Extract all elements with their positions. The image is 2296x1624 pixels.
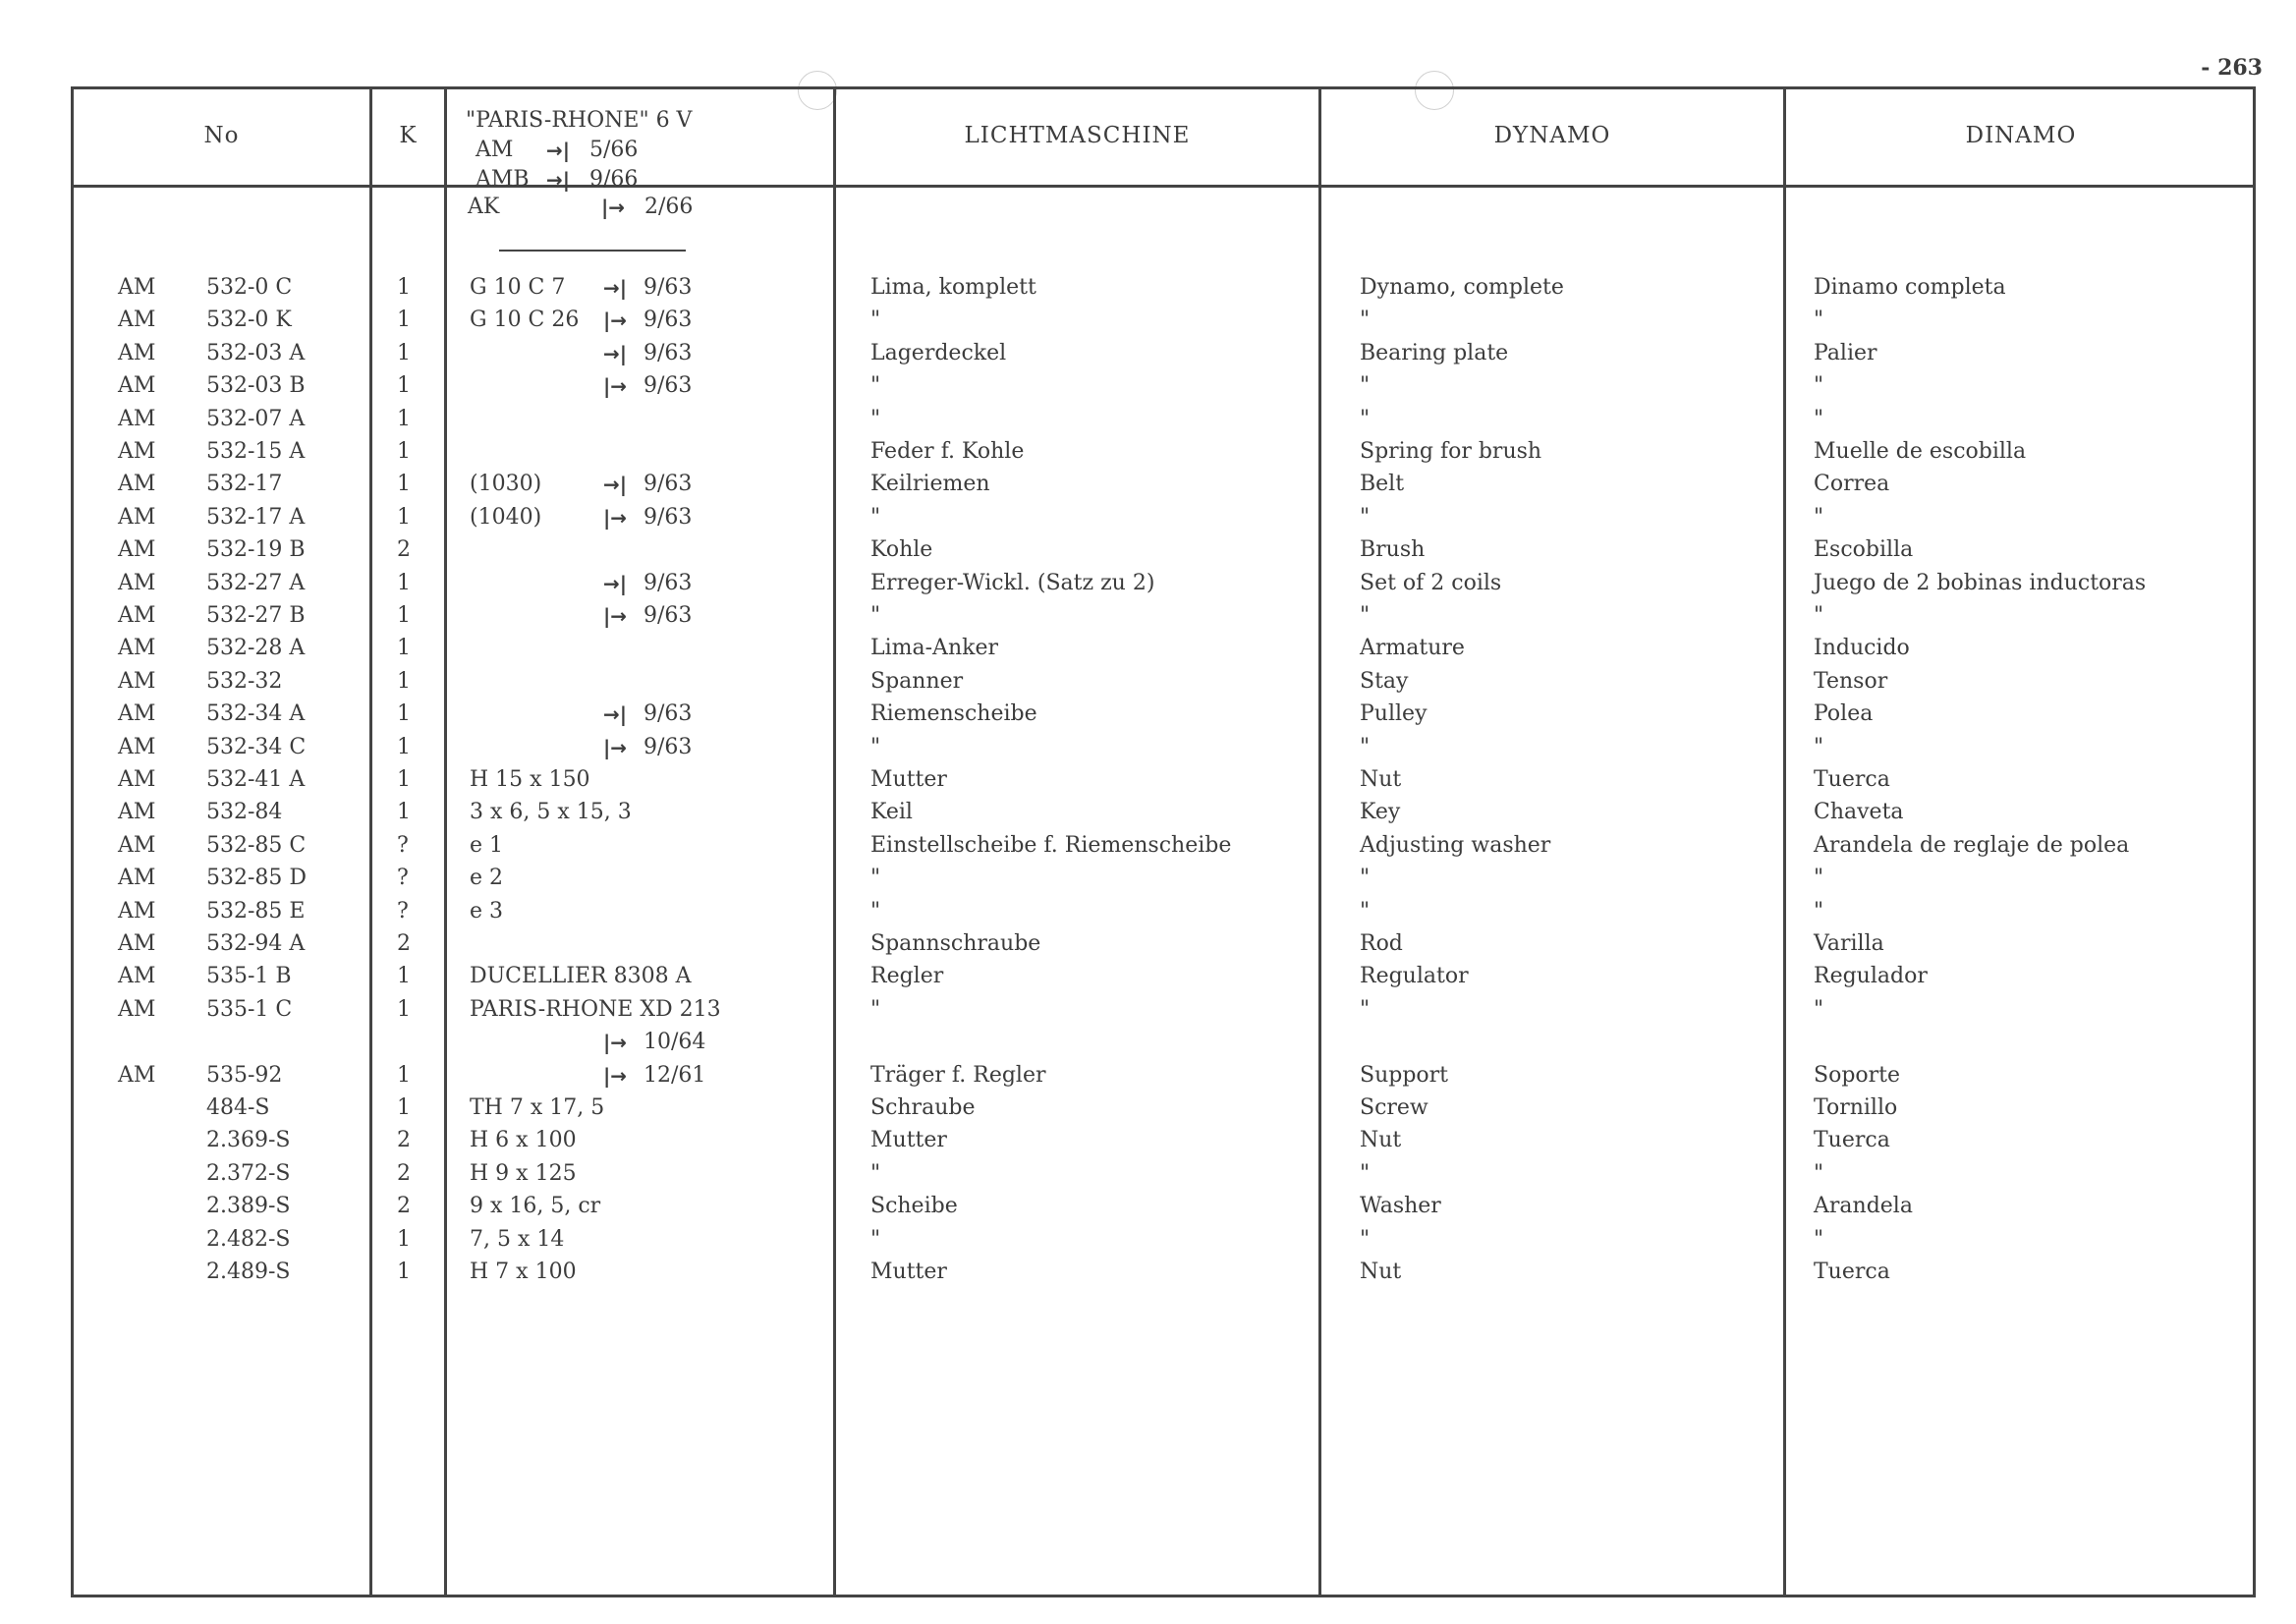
row-part-number: 532-28 A <box>206 636 306 661</box>
row-prefix: AM <box>118 472 156 497</box>
row-english: Belt <box>1360 472 1405 497</box>
row-quantity: 1 <box>397 1260 411 1284</box>
row-english: Support <box>1360 1062 1449 1088</box>
row-english: Key <box>1360 800 1401 825</box>
row-reference: G 10 C 26 <box>470 308 580 333</box>
row-quantity: 2 <box>397 537 411 563</box>
row-english: Screw <box>1360 1095 1428 1120</box>
arrow-icon: →| <box>603 571 628 595</box>
row-german: Keil <box>870 800 913 825</box>
row-reference: (1030) <box>470 472 542 497</box>
row-quantity: 1 <box>397 964 411 989</box>
row-prefix: AM <box>118 570 156 595</box>
row-spanish: Regulador <box>1814 964 1928 989</box>
row-spanish: Inducido <box>1814 636 1910 661</box>
row-part-number: 532-85 C <box>206 832 307 858</box>
row-english: " <box>1360 373 1371 399</box>
row-date: 9/63 <box>644 340 693 365</box>
row-quantity: 1 <box>397 472 411 497</box>
row-prefix: AM <box>118 964 156 989</box>
row-german: Spannschraube <box>870 931 1041 956</box>
row-german: Keilriemen <box>870 472 990 497</box>
arrow-icon: |→ <box>603 308 628 333</box>
row-quantity: 1 <box>397 767 411 792</box>
row-date: 9/63 <box>644 275 693 300</box>
row-english: Bearing plate <box>1360 340 1509 365</box>
row-part-number: 535-1 B <box>206 964 292 989</box>
row-quantity: 1 <box>397 275 411 300</box>
row-german: Lagerdeckel <box>870 340 1007 365</box>
model-row <box>466 136 829 165</box>
row-prefix: AM <box>118 767 156 792</box>
row-quantity: 2 <box>397 931 411 956</box>
row-part-number: 2.489-S <box>206 1260 291 1284</box>
row-quantity: 1 <box>397 800 411 825</box>
row-prefix: AM <box>118 439 156 464</box>
row-reference: H 9 x 125 <box>470 1160 577 1186</box>
header-english: DYNAMO <box>1493 123 1611 148</box>
row-quantity: 1 <box>397 701 411 727</box>
row-part-number: 532-41 A <box>206 767 306 792</box>
row-date: 9/63 <box>644 701 693 727</box>
row-prefix: AM <box>118 603 156 628</box>
row-part-number: 532-27 B <box>206 603 306 628</box>
row-german: Schraube <box>870 1095 976 1120</box>
row-german: " <box>870 1226 881 1252</box>
row-german: Mutter <box>870 767 947 792</box>
row-german: " <box>870 603 881 628</box>
row-part-number: 532-17 <box>206 472 283 497</box>
row-quantity: 1 <box>397 406 411 431</box>
header-k: K <box>399 123 418 148</box>
row-quantity: ? <box>397 832 409 858</box>
header-models <box>466 106 829 195</box>
row-date: 9/63 <box>644 570 693 595</box>
row-english: " <box>1360 603 1371 628</box>
arrow-icon: |→ <box>603 604 628 628</box>
row-prefix: AM <box>118 832 156 858</box>
row-english: " <box>1360 866 1371 891</box>
row-quantity: 1 <box>397 603 411 628</box>
row-spanish: " <box>1814 996 1824 1022</box>
row-english: Brush <box>1360 537 1426 563</box>
row-part-number: 532-0 C <box>206 275 293 300</box>
row-english: Stay <box>1360 668 1409 694</box>
model-label: AMB <box>476 167 530 192</box>
model-date: 9/66 <box>589 167 639 192</box>
row-part-number: 532-0 K <box>206 308 292 333</box>
row-part-number: 2.369-S <box>206 1128 291 1153</box>
row-german: Lima-Anker <box>870 636 998 661</box>
arrow-icon: →| <box>603 341 628 365</box>
row-date: 9/63 <box>644 504 693 530</box>
row-quantity: 2 <box>397 1128 411 1153</box>
row-reference: H 15 x 150 <box>470 767 590 792</box>
row-quantity: 1 <box>397 570 411 595</box>
row-date: 9/63 <box>644 373 693 399</box>
row-spanish: Soporte <box>1814 1062 1901 1088</box>
row-prefix: AM <box>118 504 156 530</box>
row-prefix: AM <box>118 898 156 924</box>
row-part-number: 532-15 A <box>206 439 306 464</box>
arrow-icon: |→ <box>603 735 628 759</box>
row-spanish: " <box>1814 373 1824 399</box>
model-label: AK <box>468 195 500 219</box>
row-reference: e 1 <box>470 832 504 858</box>
arrow-icon: →| <box>603 473 628 497</box>
row-part-number: 532-03 B <box>206 373 306 399</box>
row-part-number: 532-17 A <box>206 504 306 530</box>
row-spanish: Tornillo <box>1814 1095 1898 1120</box>
row-german: " <box>870 1160 881 1186</box>
row-quantity: 1 <box>397 636 411 661</box>
row-german: Feder f. Kohle <box>870 439 1025 464</box>
row-quantity: ? <box>397 866 409 891</box>
model-ak-row <box>468 195 693 219</box>
row-german: " <box>870 866 881 891</box>
row-spanish: Tuerca <box>1814 1128 1890 1153</box>
row-spanish: Tuerca <box>1814 1260 1890 1284</box>
arrow-icon: →| <box>546 168 571 192</box>
row-prefix: AM <box>118 668 156 694</box>
row-reference: 7, 5 x 14 <box>470 1226 565 1252</box>
row-reference: (1040) <box>470 504 542 530</box>
header-german: LICHTMASCHINE <box>964 123 1191 148</box>
row-english: Washer <box>1360 1194 1441 1219</box>
row-part-number: 532-84 <box>206 800 283 825</box>
row-german: Regler <box>870 964 944 989</box>
row-spanish: Arandela <box>1814 1194 1913 1219</box>
row-reference: PARIS-RHONE XD 213 <box>470 996 721 1022</box>
row-prefix: AM <box>118 373 156 399</box>
row-german: Scheibe <box>870 1194 958 1219</box>
row-german: " <box>870 504 881 530</box>
column-divider <box>369 86 372 1597</box>
row-german: Mutter <box>870 1260 947 1284</box>
row-part-number: 532-03 A <box>206 340 306 365</box>
row-english: Dynamo, complete <box>1360 275 1564 300</box>
row-quantity: 1 <box>397 1062 411 1088</box>
row-part-number: 2.372-S <box>206 1160 291 1186</box>
row-german: Einstellscheibe f. Riemenscheibe <box>870 832 1232 858</box>
row-spanish: " <box>1814 898 1824 924</box>
row-quantity: 1 <box>397 668 411 694</box>
row-spanish: Tensor <box>1814 668 1888 694</box>
row-quantity: 1 <box>397 373 411 399</box>
arrow-icon: →| <box>603 702 628 727</box>
row-english: Nut <box>1360 767 1402 792</box>
row-reference: H 6 x 100 <box>470 1128 577 1153</box>
row-prefix: AM <box>118 734 156 759</box>
row-reference: G 10 C 7 <box>470 275 566 300</box>
arrow-icon: →| <box>546 139 571 162</box>
row-quantity: 1 <box>397 308 411 333</box>
row-part-number: 532-34 A <box>206 701 306 727</box>
row-date: 9/63 <box>644 472 693 497</box>
row-english: " <box>1360 1226 1371 1252</box>
row-prefix: AM <box>118 308 156 333</box>
row-german: Lima, komplett <box>870 275 1036 300</box>
row-part-number: 2.482-S <box>206 1226 291 1252</box>
arrow-icon: |→ <box>603 1031 628 1055</box>
row-prefix: AM <box>118 537 156 563</box>
row-english: " <box>1360 1160 1371 1186</box>
model-label: AM <box>476 138 514 162</box>
row-prefix: AM <box>118 800 156 825</box>
row-english: Nut <box>1360 1128 1402 1153</box>
row-part-number: 532-07 A <box>206 406 306 431</box>
row-prefix: AM <box>118 996 156 1022</box>
row-prefix: AM <box>118 866 156 891</box>
row-quantity: 1 <box>397 1226 411 1252</box>
column-divider <box>444 86 447 1597</box>
row-english: Nut <box>1360 1260 1402 1284</box>
column-divider <box>1783 86 1786 1597</box>
row-reference: 3 x 6, 5 x 15, 3 <box>470 800 632 825</box>
row-quantity: 1 <box>397 340 411 365</box>
column-divider <box>1318 86 1321 1597</box>
row-date: 10/64 <box>644 1030 706 1055</box>
row-part-number: 2.389-S <box>206 1194 291 1219</box>
arrow-icon: |→ <box>603 1063 628 1088</box>
model-date: 2/66 <box>644 195 694 219</box>
row-german: " <box>870 406 881 431</box>
row-quantity: 1 <box>397 1095 411 1120</box>
row-reference: DUCELLIER 8308 A <box>470 964 692 989</box>
row-german: Spanner <box>870 668 964 694</box>
row-date: 9/63 <box>644 603 693 628</box>
row-quantity: 1 <box>397 439 411 464</box>
row-english: Rod <box>1360 931 1403 956</box>
model-row <box>466 165 829 195</box>
row-spanish: Varilla <box>1814 931 1884 956</box>
row-date: 12/61 <box>644 1062 706 1088</box>
row-english: " <box>1360 504 1371 530</box>
row-english: " <box>1360 308 1371 333</box>
row-english: " <box>1360 996 1371 1022</box>
row-quantity: 1 <box>397 996 411 1022</box>
row-reference: e 2 <box>470 866 504 891</box>
row-prefix: AM <box>118 275 156 300</box>
row-english: Pulley <box>1360 701 1428 727</box>
header-spanish: DINAMO <box>1965 123 2077 148</box>
row-spanish: " <box>1814 504 1824 530</box>
header-divider <box>71 185 2256 188</box>
row-english: Armature <box>1360 636 1465 661</box>
arrow-icon: |→ <box>601 195 626 219</box>
row-spanish: Escobilla <box>1814 537 1914 563</box>
arrow-icon: |→ <box>603 505 628 530</box>
row-english: Regulator <box>1360 964 1469 989</box>
page-number: - 263 <box>2201 55 2263 81</box>
row-prefix: AM <box>118 340 156 365</box>
row-prefix: AM <box>118 406 156 431</box>
row-quantity: 1 <box>397 504 411 530</box>
row-spanish: Chaveta <box>1814 800 1904 825</box>
row-part-number: 532-94 A <box>206 931 306 956</box>
row-part-number: 532-85 E <box>206 898 306 924</box>
row-reference: e 3 <box>470 898 504 924</box>
row-german: Träger f. Regler <box>870 1062 1046 1088</box>
row-spanish: Polea <box>1814 701 1874 727</box>
row-german: Erreger-Wickl. (Satz zu 2) <box>870 570 1155 595</box>
row-quantity: 1 <box>397 734 411 759</box>
models-title: "PARIS-RHONE" 6 V <box>466 108 693 133</box>
row-date: 9/63 <box>644 308 693 333</box>
model-date: 5/66 <box>589 138 639 162</box>
row-spanish: Muelle de escobilla <box>1814 439 2027 464</box>
row-german: Riemenscheibe <box>870 701 1037 727</box>
row-prefix: AM <box>118 701 156 727</box>
row-reference: 9 x 16, 5, cr <box>470 1194 601 1219</box>
row-spanish: " <box>1814 603 1824 628</box>
row-german: " <box>870 996 881 1022</box>
column-divider <box>833 86 836 1597</box>
row-english: " <box>1360 734 1371 759</box>
row-spanish: Dinamo completa <box>1814 275 2006 300</box>
row-spanish: Juego de 2 bobinas inductoras <box>1814 570 2147 595</box>
row-english: " <box>1360 406 1371 431</box>
row-english: Spring for brush <box>1360 439 1542 464</box>
row-german: Mutter <box>870 1128 947 1153</box>
row-german: " <box>870 734 881 759</box>
row-reference: TH 7 x 17, 5 <box>470 1095 605 1120</box>
row-spanish: Tuerca <box>1814 767 1890 792</box>
arrow-icon: |→ <box>603 374 628 399</box>
row-english: Adjusting washer <box>1360 832 1551 858</box>
row-spanish: " <box>1814 866 1824 891</box>
row-english: Set of 2 coils <box>1360 570 1502 595</box>
row-quantity: 2 <box>397 1160 411 1186</box>
row-prefix: AM <box>118 1062 156 1088</box>
models-rule <box>499 250 686 252</box>
row-part-number: 535-1 C <box>206 996 293 1022</box>
row-prefix: AM <box>118 636 156 661</box>
row-german: Kohle <box>870 537 933 563</box>
row-english: " <box>1360 898 1371 924</box>
row-prefix: AM <box>118 931 156 956</box>
arrow-icon: →| <box>603 276 628 300</box>
row-spanish: " <box>1814 406 1824 431</box>
row-spanish: " <box>1814 1160 1824 1186</box>
row-quantity: ? <box>397 898 409 924</box>
header-no: No <box>203 123 240 148</box>
row-part-number: 532-19 B <box>206 537 306 563</box>
row-part-number: 532-32 <box>206 668 283 694</box>
row-quantity: 2 <box>397 1194 411 1219</box>
row-german: " <box>870 373 881 399</box>
row-spanish: Correa <box>1814 472 1890 497</box>
row-part-number: 532-34 C <box>206 734 307 759</box>
row-part-number: 484-S <box>206 1095 270 1120</box>
row-reference: H 7 x 100 <box>470 1260 577 1284</box>
row-spanish: " <box>1814 1226 1824 1252</box>
row-spanish: Arandela de reglaje de polea <box>1814 832 2130 858</box>
row-date: 9/63 <box>644 734 693 759</box>
row-part-number: 535-92 <box>206 1062 283 1088</box>
row-spanish: " <box>1814 734 1824 759</box>
row-german: " <box>870 898 881 924</box>
row-part-number: 532-85 D <box>206 866 308 891</box>
row-part-number: 532-27 A <box>206 570 306 595</box>
row-spanish: " <box>1814 308 1824 333</box>
row-spanish: Palier <box>1814 340 1877 365</box>
row-german: " <box>870 308 881 333</box>
